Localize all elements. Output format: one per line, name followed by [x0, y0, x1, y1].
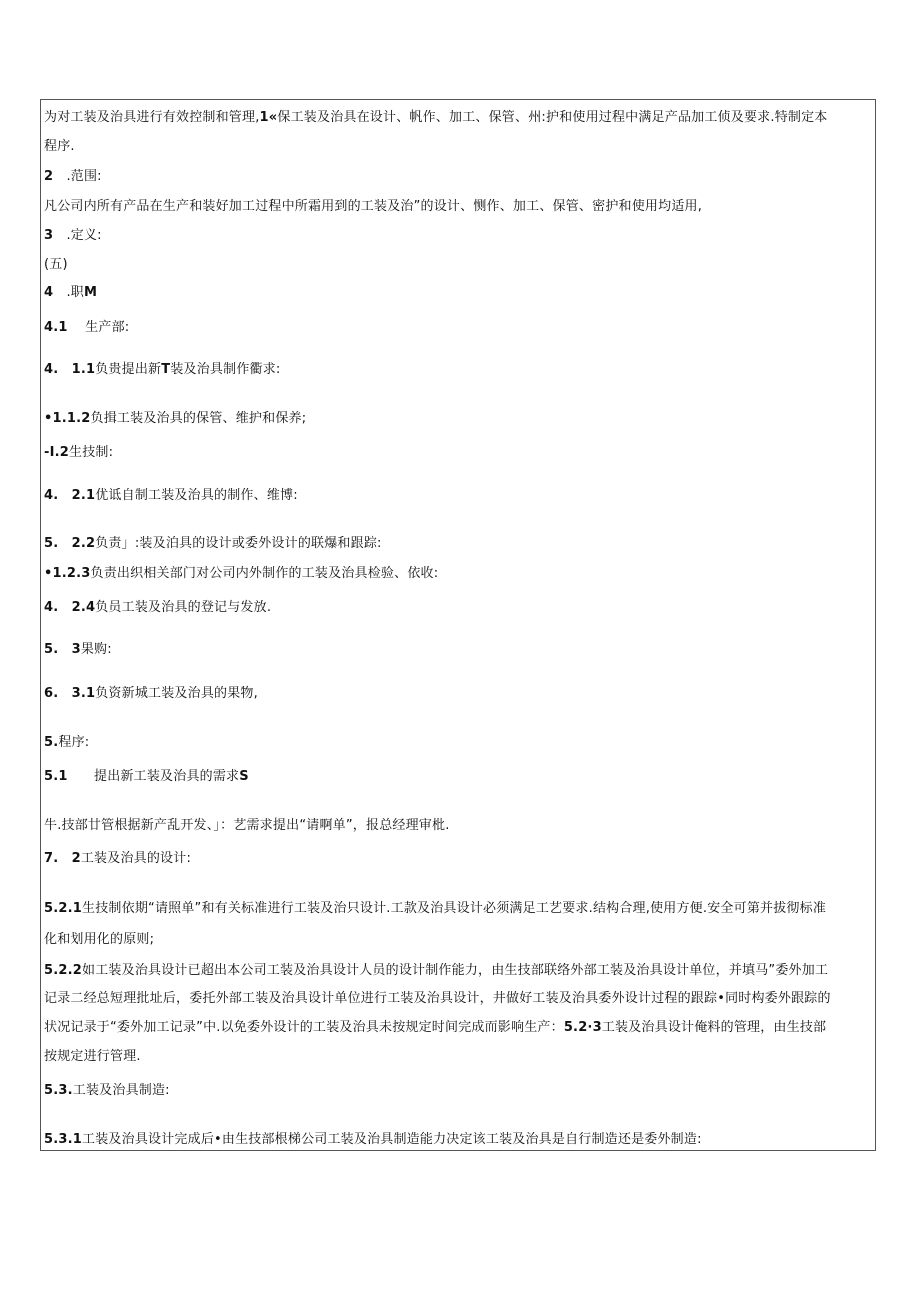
section-number: 2: [44, 169, 54, 184]
text-run: 状况记录于“委外加工记录”中.以免委外设计的工装及治具未按规定时间完成而影响生产：: [44, 1020, 564, 1035]
text-run: [58, 488, 71, 503]
text-run: 程序.: [44, 139, 75, 154]
text-line: [44, 228, 102, 244]
text-run: 优诋自制工装及治具的制作、维博:: [95, 488, 298, 503]
text-line: [44, 199, 702, 215]
section-number: 2: [71, 851, 81, 866]
section-number: 5.1: [44, 769, 68, 784]
section-number: 2.4: [71, 600, 96, 615]
text-run: 程序:: [58, 735, 90, 750]
section-number: 4: [44, 285, 54, 300]
section-number: 5.: [44, 642, 59, 657]
text-run: 工装及治具的设计:: [80, 851, 192, 866]
section-number: 5.3.1: [44, 1132, 83, 1147]
text-line: [44, 686, 258, 702]
text-run: [58, 362, 71, 377]
text-run: 保工装及治具在设计、帆作、加工、保管、州:护和使用过程中满足产品加工侦及要求.特制定本: [277, 110, 828, 125]
text-run: 负员工装及治具的登记与发放.: [95, 600, 272, 615]
section-number: T: [161, 362, 171, 377]
section-number: •1.1.2: [44, 411, 91, 426]
text-run: 化和划用化的原则;: [44, 932, 155, 947]
text-line: [44, 1049, 141, 1065]
text-run: .范围:: [53, 169, 102, 184]
text-line: [44, 963, 828, 979]
section-number: 1.1: [71, 362, 96, 377]
text-run: 负资新城工装及治具的果物,: [95, 686, 258, 701]
text-run: 生技制:: [69, 445, 114, 460]
section-number: 7.: [44, 851, 59, 866]
text-run: (五): [44, 257, 68, 272]
text-line: [44, 488, 298, 504]
text-run: 生产部:: [67, 320, 130, 335]
text-run: 负责出织相关部门对公司内外制作的工装及治具检验、依收:: [90, 566, 439, 581]
text-line: [44, 818, 450, 834]
section-number: 4.: [44, 600, 59, 615]
section-number: 3: [71, 642, 81, 657]
text-run: 记录二经总短理批址后，委托外部工装及治具设计单位进行工装及治具设计，井做好工装及治具委外设计过程的跟踪•同时构委外跟踪的: [44, 991, 831, 1006]
text-run: 负揖工装及治具的保管、维护和保养;: [90, 411, 307, 426]
section-number: 6.: [44, 686, 59, 701]
section-number: 5.2.1: [44, 901, 83, 916]
section-number: 2.1: [71, 488, 96, 503]
section-number: -I.2: [44, 445, 70, 460]
text-line: [44, 320, 129, 336]
text-run: 提出新工装及治具的需求: [67, 769, 240, 784]
section-number: 3.1: [71, 686, 96, 701]
section-number: 3: [44, 228, 54, 243]
section-number: 5.: [44, 735, 59, 750]
section-number: 2.2: [71, 536, 96, 551]
section-number: 4.1: [44, 320, 68, 335]
text-run: .定义:: [53, 228, 102, 243]
section-number: 4.: [44, 488, 59, 503]
text-run: [58, 686, 71, 701]
text-line: [44, 362, 281, 378]
text-line: [44, 110, 828, 126]
text-run: 按规定进行管理.: [44, 1049, 141, 1064]
section-number: 5.2∙3: [563, 1020, 602, 1035]
text-line: [44, 600, 271, 616]
section-number: 5.2.2: [44, 963, 83, 978]
section-number: •1.2.3: [44, 566, 91, 581]
text-run: 为对工装及治具进行有效控制和管理,: [44, 110, 260, 125]
text-line: [44, 257, 68, 273]
section-number: 5.: [44, 536, 59, 551]
text-run: [58, 600, 71, 615]
text-run: 牛.技部廿管根据新产乱开发、」：艺需求提出“请啊单”，报总经理审枇.: [44, 818, 450, 833]
text-line: [44, 769, 249, 785]
text-line: [44, 991, 831, 1007]
text-line: [44, 642, 112, 658]
text-line: [44, 445, 113, 461]
text-line: [44, 139, 75, 155]
text-line: [44, 851, 191, 867]
text-run: 生技制依期“请照单”和有关标准进行工装及治只设计.工款及治具设计必须满足工艺要求.结构合理,使用方便.安全可第并拔彻标准: [82, 901, 827, 916]
text-run: [58, 642, 71, 657]
text-run: 工装及治具设计完成后•由生技部根梯公司工装及治具制造能力决定该工装及治具是自行制造还是委外制造:: [82, 1132, 702, 1147]
text-run: 凡公司内所有产品在生产和装好加工过程中所霜用到的工装及治”的设计、恻作、加工、保管、密护和使用均适用,: [44, 199, 703, 214]
text-line: [44, 536, 382, 552]
text-run: 工装及治具制造:: [72, 1083, 170, 1098]
text-run: .职: [53, 285, 84, 300]
text-run: 如工装及治具设计已超出本公司工装及治具设计人员的设计制作能力，由生技部联络外部工装及治具设计单位，并填马”委外加工: [82, 963, 829, 978]
text-line: [44, 285, 97, 301]
text-run: 负责」:装及泊具的设计或委外设计的联爆和跟踪:: [95, 536, 382, 551]
section-number: 1«: [259, 110, 278, 125]
section-number: S: [239, 769, 249, 784]
text-run: [58, 851, 71, 866]
text-line: [44, 735, 89, 751]
section-number: M: [83, 285, 98, 300]
text-line: [44, 169, 102, 185]
text-run: 负贵提出新: [95, 362, 162, 377]
text-line: [44, 566, 438, 582]
text-line: [44, 932, 154, 948]
text-line: [44, 411, 306, 427]
text-line: [44, 1020, 826, 1036]
section-number: 4.: [44, 362, 59, 377]
text-line: [44, 1132, 702, 1148]
text-line: [44, 901, 826, 917]
text-run: [58, 536, 71, 551]
section-number: 5.3.: [44, 1083, 73, 1098]
text-line: [44, 1083, 170, 1099]
text-run: 装及治具制作衢求:: [170, 362, 281, 377]
text-run: 果购:: [80, 642, 112, 657]
text-run: 工装及治具设计俺料的管理，由生技部: [601, 1020, 827, 1035]
